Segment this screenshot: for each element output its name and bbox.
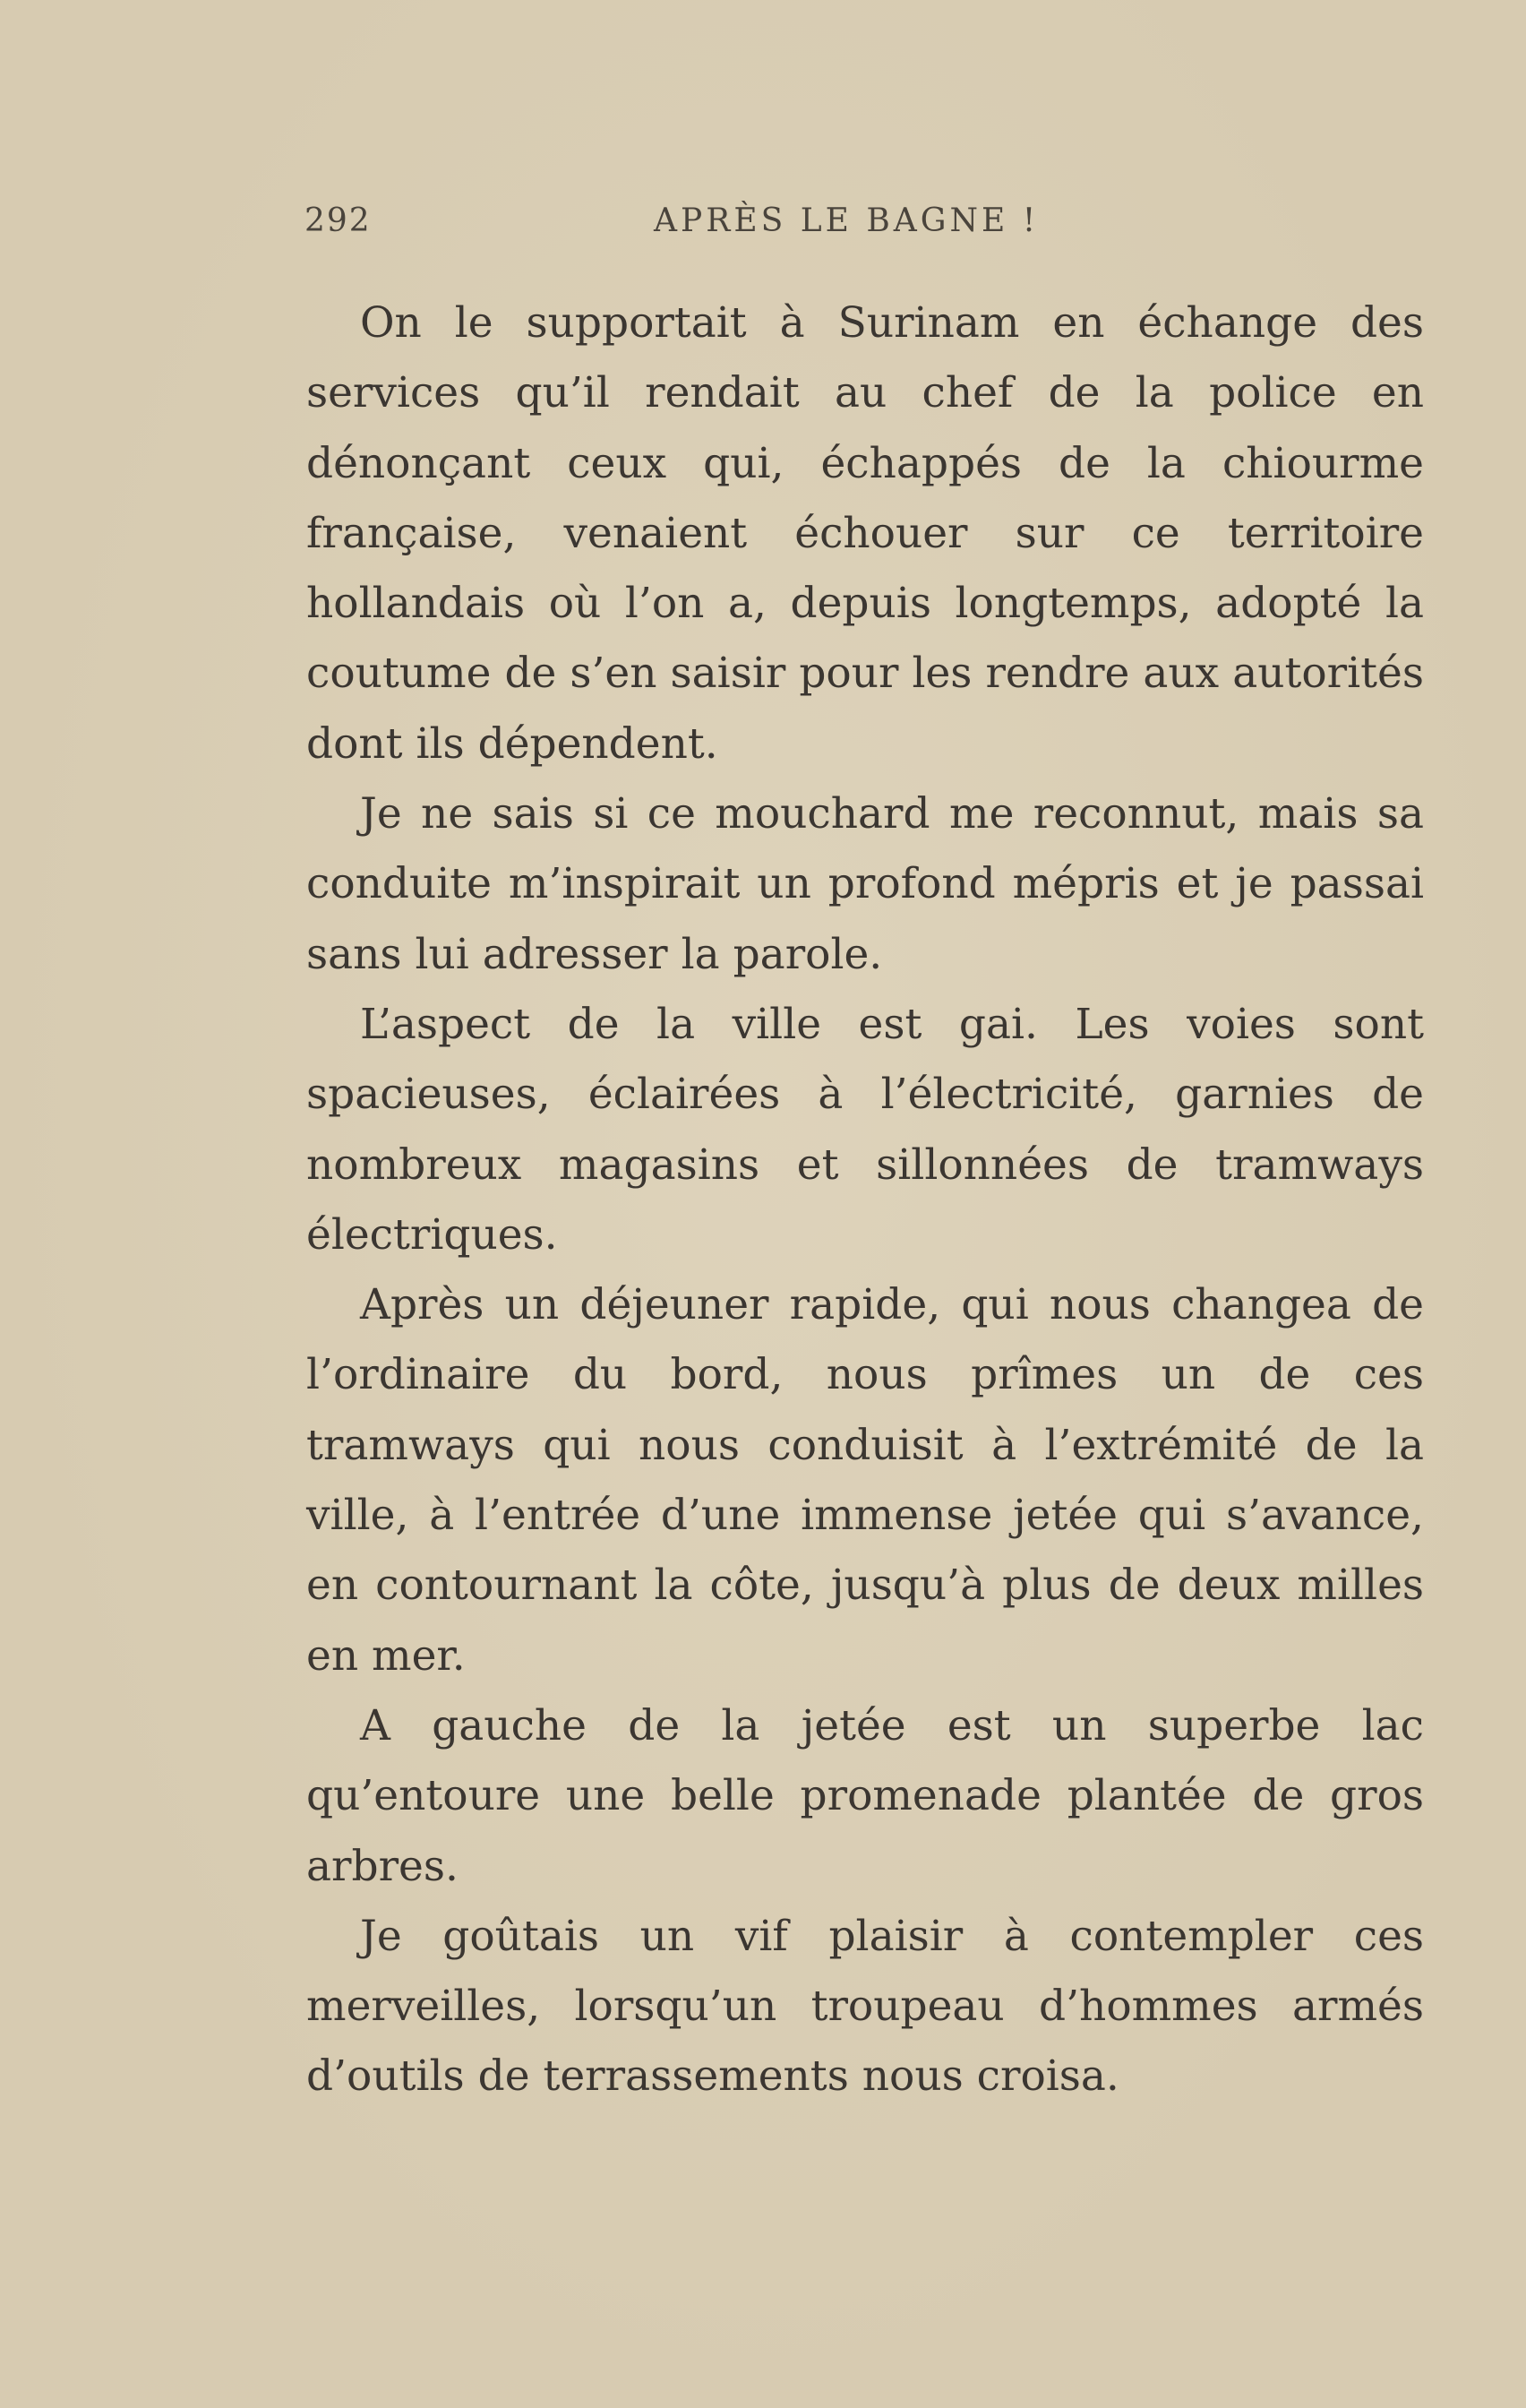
paragraph: Je ne sais si ce mouchard me reconnut, mais sa conduite m’inspirait un profond mépris et je passai sans lui adresser la parole. xyxy=(306,789,1424,979)
paragraph: On le supportait à Surinam en échange des services qu’il rendait au chef de la police en dénonçant ceux qui, échappés de la chiourme française, venaient échouer sur ce territoire hollandais où l’on a, depuis longtemps, adopté la coutume de s’en saisir pour les rendre aux autorités dont ils dépendent. xyxy=(306,298,1424,769)
paragraph: L’aspect de la ville est gai. Les voies sont spacieuses, éclairées à l’électricité, garnies de nombreux magasins et sillonnées de tramways électriques. xyxy=(306,999,1424,1260)
paragraph: Après un déjeuner rapide, qui nous changea de l’ordinaire du bord, nous prîmes un de ces tramways qui nous conduisit à l’extrémité de la ville, à l’entrée d’une immense jetée qui s’avance, en contournant la côte, jusqu’à plus de deux milles en mer. xyxy=(306,1280,1424,1681)
body-text xyxy=(306,288,1424,2112)
paragraph: Je goûtais un vif plaisir à contempler ces merveilles, lorsqu’un troupeau d’hommes armés d’outils de terrassements nous croisa. xyxy=(306,1911,1424,2102)
page-header xyxy=(304,202,1075,247)
running-title: APRÈS LE BAGNE ! xyxy=(654,202,1040,239)
page-number: 292 xyxy=(304,202,372,239)
paragraph: A gauche de la jetée est un superbe lac qu’entoure une belle promenade plantée de gros arbres. xyxy=(306,1700,1424,1891)
